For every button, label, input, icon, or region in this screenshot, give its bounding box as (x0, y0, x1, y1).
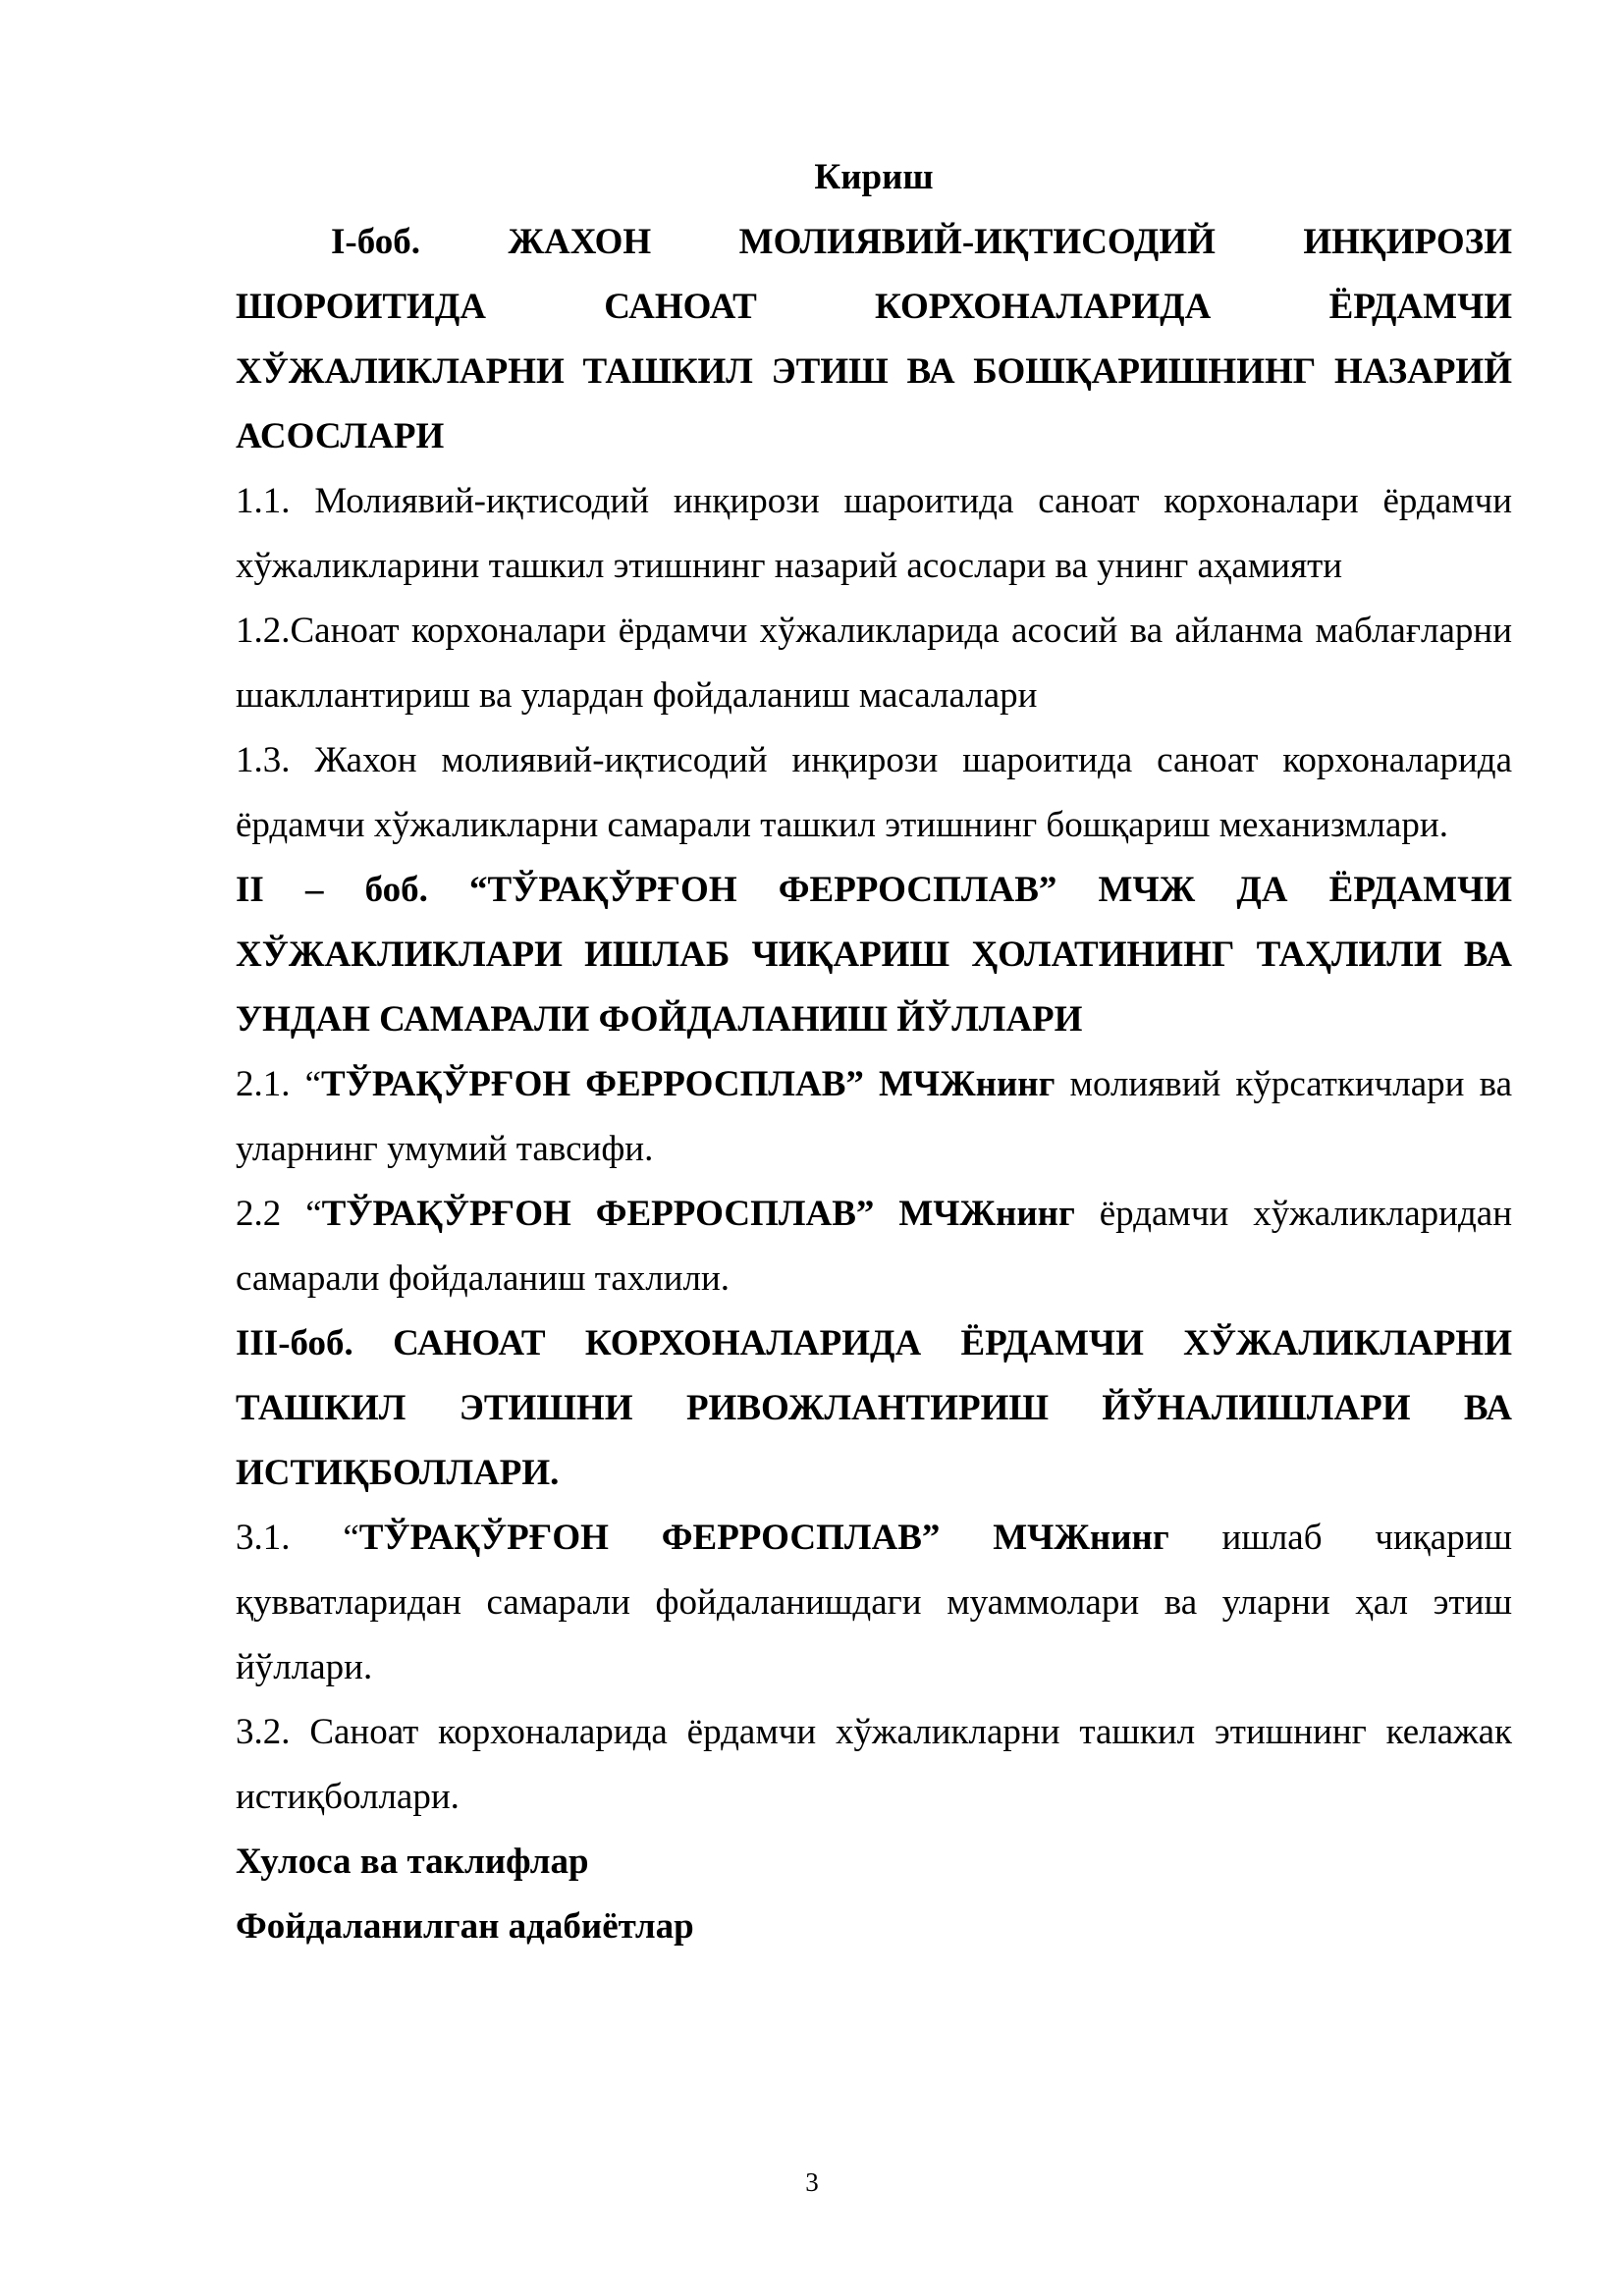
chapter-2-heading: II – боб. “ТЎРАҚЎРҒОН ФЕРРОСПЛАВ” МЧЖ ДА ЁРДАМЧИ ХЎЖАКЛИКЛАРИ ИШЛАБ ЧИҚАРИШ ҲОЛАТИНИНГ ТАҲЛИЛИ ВА УНДАН САМАРАЛИ ФОЙДАЛАНИШ ЙЎЛЛАРИ (236, 870, 1512, 1040)
section-2-1-text: молиявий кўрсаткичлари ва уларнинг умумий тавсифи. (236, 1064, 1512, 1169)
section-2-1-prefix: 2.1. “ (236, 1064, 322, 1104)
section-3-1-prefix: 3.1. “ (236, 1518, 359, 1558)
section-2-2-company: ТЎРАҚЎРҒОН ФЕРРОСПЛАВ” МЧЖнинг (321, 1194, 1075, 1234)
section-3-2: 3.2. Саноат корхоналарида ёрдамчи хўжаликларни ташкил этишнинг келажак истиқболлари. (236, 1712, 1512, 1817)
section-2-1-company: ТЎРАҚЎРҒОН ФЕРРОСПЛАВ” МЧЖнинг (321, 1064, 1056, 1104)
chapter-3-heading: III-боб. САНОАТ КОРХОНАЛАРИДА ЁРДАМЧИ ХЎЖАЛИКЛАРНИ ТАШКИЛ ЭТИШНИ РИВОЖЛАНТИРИШ ЙЎНАЛИШЛАРИ ВА ИСТИҚБОЛЛАРИ. (236, 1323, 1512, 1493)
section-2-2 (236, 1182, 1512, 1311)
section-2-2-prefix: 2.2 “ (236, 1194, 322, 1234)
chapter-1-heading: I-боб. ЖАХОН МОЛИЯВИЙ-ИҚТИСОДИЙ ИНҚИРОЗИ ШОРОИТИДА САНОАТ КОРХОНАЛАРИДА ЁРДАМЧИ ХЎЖАЛИКЛАРНИ ТАШКИЛ ЭТИШ ВА БОШҚАРИШНИНГ НАЗАРИЙ АСОСЛАРИ (236, 222, 1512, 456)
section-3-1 (236, 1506, 1512, 1700)
section-1-1: 1.1. Молиявий-иқтисодий инқирози шароитида саноат корхоналари ёрдамчи хўжаликларини ташкил этишнинг назарий асослари ва унинг аҳамияти (236, 481, 1512, 586)
references-heading: Фойдаланилган адабиётлар (236, 1906, 694, 1947)
page-title: Кириш (814, 157, 934, 197)
table-of-contents (236, 145, 1512, 1959)
conclusion-heading: Хулоса ва таклифлар (236, 1842, 589, 1882)
section-3-1-company: ТЎРАҚЎРҒОН ФЕРРОСПЛАВ” МЧЖнинг (358, 1518, 1169, 1558)
section-2-1 (236, 1052, 1512, 1182)
section-1-3: 1.3. Жахон молиявий-иқтисодий инқирози шароитида саноат корхоналарида ёрдамчи хўжаликларни самарали ташкил этишнинг бошқариш механизмлари. (236, 740, 1512, 845)
section-2-2-text: ёрдамчи хўжаликларидан самарали фойдаланиш тахлили. (236, 1194, 1512, 1299)
section-3-1-text: ишлаб чиқариш қувватларидан самарали фойдаланишдаги муаммолари ва уларни ҳал этиш йўллари. (236, 1518, 1512, 1687)
section-1-2: 1.2.Саноат корхоналари ёрдамчи хўжаликларида асосий ва айланма маблағларни шакллантириш ва улардан фойдаланиш масалалари (236, 611, 1512, 716)
page-number: 3 (805, 2167, 819, 2197)
